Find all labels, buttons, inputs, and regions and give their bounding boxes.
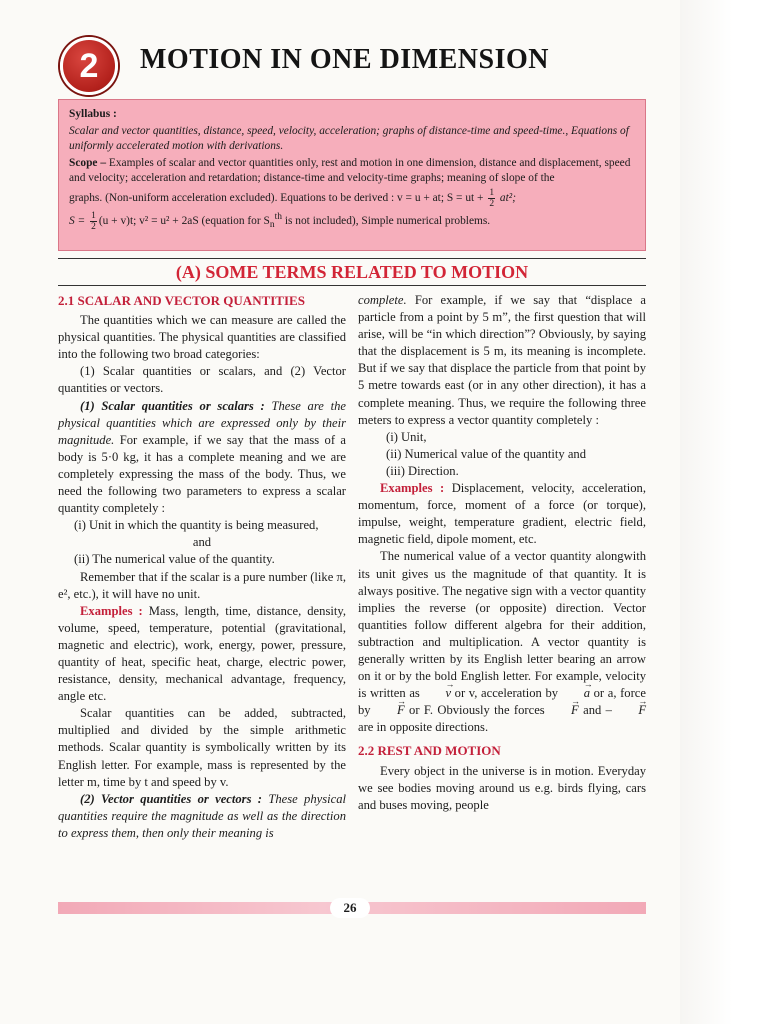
scalars-rest: For example, if we say that the mass of a body is 5·0 kg, it has a complete meaning and we are completely expressing the mass of the body. Thus, we need the following two parameters to express a scalar quantity completely :	[58, 432, 346, 516]
list-item: (i) Unit,	[386, 429, 427, 444]
paragraph-text: or a, force by	[358, 686, 646, 718]
complete-word: complete.	[358, 293, 407, 307]
s-eq-start: S =	[69, 214, 86, 227]
paragraph-text: The numerical value of a vector quantity alongwith its unit gives us the magnitude of that quantity. It is always positive. The negative sign with a vector quantity implies the reverse (or opposite) direction. Vector quantities follow different algebra for their addition, subtraction and multiplication. A vector quantity is generally written by its English letter bearing an arrow on it or by the bold English letter. For example, velocity is written as	[358, 549, 646, 701]
frac-num: 1	[489, 187, 495, 198]
paragraph-text: or v, acceleration by	[454, 686, 559, 701]
at2-term: at²;	[499, 192, 516, 205]
scope-label: Scope –	[69, 156, 107, 169]
section-title: (A) SOME TERMS RELATED TO MOTION	[175, 262, 529, 282]
graphs-text: graphs. (Non-uniform acceleration excluded). Equations to be derived : v = u + at; S = ut +	[69, 192, 484, 205]
paragraph-scalars	[58, 398, 346, 518]
scalars-definition: These are the physical quantities which are expressed only by their magnitude.	[58, 398, 346, 447]
paragraph-examples	[58, 603, 346, 706]
examples-label: Examples :	[80, 603, 143, 618]
vectors-lead: (2) Vector quantities or vectors :	[80, 791, 263, 806]
fraction-half-2	[90, 211, 97, 232]
heading-scalar-vector: 2.1 SCALAR AND VECTOR QUANTITIES	[58, 293, 305, 308]
syllabus-box	[58, 99, 646, 251]
paragraph-examples	[358, 480, 646, 548]
paragraph-text: are in opposite directions.	[358, 720, 489, 735]
list-item: (ii) Numerical value of the quantity and	[386, 446, 587, 461]
frac-den: 2	[489, 198, 495, 209]
s-eq-rest: (u + v)t; v² = u² + 2aS (equation for S	[98, 214, 270, 227]
paragraph: Remember that if the scalar is a pure number (like π, e², etc.), it will have no unit.	[58, 569, 346, 601]
vectors-definition: These physical quantities require the magnitude as well as the direction to express them, then only their meaning is	[58, 791, 347, 840]
paragraph: Every object in the universe is in motion. Everyday we see bodies moving around us e.g. birds flying, cars and buses moving, people	[358, 763, 646, 812]
heading-rest-motion: 2.2 REST AND MOTION	[358, 743, 501, 759]
paragraph: Scalar quantities can be added, subtracted, multiplied and divided by the simple arithmetic methods. Scalar quantity is symbolically written by its English letter. For example, mass is represented by the letter m, time by t and speed by v.	[58, 706, 346, 789]
paragraph: The quantities which we can measure are called the physical quantities. The physical quantities are classified into the following two broad categories:	[58, 313, 346, 362]
paragraph-vectors	[58, 791, 346, 842]
list-item: (i) Unit in which the quantity is being measured,	[74, 518, 319, 533]
examples-text: Mass, length, time, distance, density, volume, speed, temperature, potential (gravitational, magnetic and electric), work, energy, power, pressure, quantity of heat, specific heat, charge, electric power, resistance, density, mechanical advantage, frequency, angle etc.	[58, 603, 346, 704]
vector-a-symbol: → a	[562, 685, 590, 702]
syllabus-equations-line2	[69, 210, 635, 234]
vector-f-symbol: → F	[549, 702, 579, 719]
section-rule-bottom	[58, 285, 646, 286]
list-and: and	[192, 535, 212, 550]
scope-text: Examples of scalar and vector quantities only, rest and motion in one dimension, distance and displacement, speed and velocity; acceleration and retardation; distance-time and velocity-time graphs; meaning of slope of the	[69, 156, 631, 185]
s-sub: n	[269, 220, 275, 231]
examples-text: Displacement, velocity, acceleration, momentum, force, moment of a force (or torque), impulse, weight, temperature gradient, electric field, magnetic field, dipole moment, etc.	[358, 481, 646, 547]
frac-num-2: 1	[91, 210, 96, 221]
s-eq-end: is not included), Simple numerical problems.	[284, 214, 491, 227]
section-rule-top	[58, 258, 646, 259]
list-item: (ii) The numerical value of the quantity.	[74, 552, 275, 567]
paragraph-text: or F. Obviously the forces	[409, 703, 545, 718]
left-column	[58, 292, 346, 842]
syllabus-label: Syllabus :	[69, 108, 117, 120]
page-number: 26	[330, 898, 370, 918]
syllabus-equations-line1	[69, 188, 635, 209]
chapter-number-badge: 2	[60, 37, 118, 95]
syllabus-topics: Scalar and vector quantities, distance, speed, velocity, acceleration; graphs of distance-time and speed-time., Equations of uniformly accelerated motion with derivations.	[69, 124, 629, 153]
page-edge	[680, 0, 768, 1024]
examples-label: Examples :	[380, 481, 445, 496]
fraction-half	[488, 188, 495, 209]
paragraph-text: For example, if we say that “displace a particle from a point by 5 m”, the first question that will arise, will be “in which direction”? Obviously, by saying that the displacement is 5 m, its meaning is incomplete. But if we say that displace the particle from that point by 5 metre towards east (or in any other direction), it has a complete meaning. Thus, we require the following three meters to express a vector quantity completely :	[358, 293, 646, 427]
frac-den-2: 2	[91, 221, 96, 232]
vector-v-symbol: → v	[423, 685, 451, 702]
syllabus-scope	[69, 156, 635, 187]
paragraph-vector-continued	[358, 292, 646, 429]
list-item: (iii) Direction.	[386, 463, 459, 478]
paragraph-text: and –	[583, 703, 612, 718]
vector-f-symbol: → F	[375, 702, 405, 719]
s-sup: th	[274, 211, 282, 222]
vector-f-symbol: → F	[616, 702, 646, 719]
right-column	[358, 292, 646, 814]
paragraph: (1) Scalar quantities or scalars, and (2) Vector quantities or vectors.	[58, 364, 346, 396]
scalars-lead: (1) Scalar quantities or scalars :	[80, 398, 265, 413]
chapter-title: MOTION IN ONE DIMENSION	[140, 44, 549, 75]
paragraph-magnitude	[358, 548, 646, 736]
